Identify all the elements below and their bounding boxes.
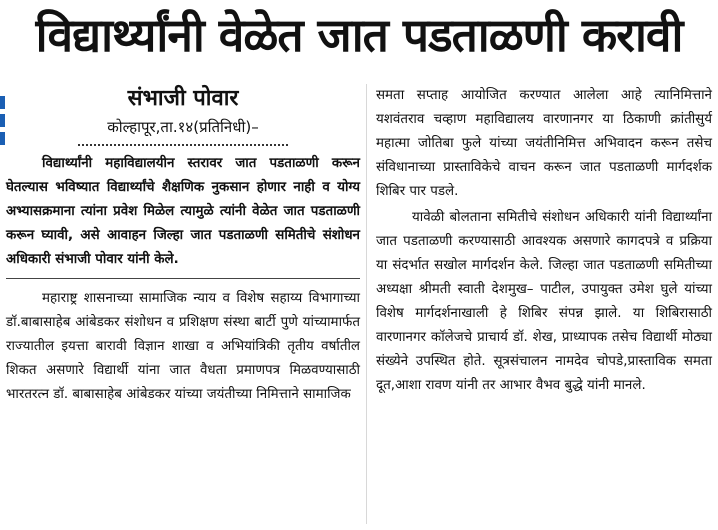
left-column <box>6 84 360 407</box>
headline: विद्यार्थ्यांनी वेळेत जात पडताळणी करावी <box>35 8 683 62</box>
body-paragraph-right-2: यावेळी बोलताना समितीचे संशोधन अधिकारी यांनी विद्यार्थ्यांना जात पडताळणी करण्यासाठी आवश्यक असणारे कागदपत्रे व प्रक्रिया या संदर्भात सखोल मार्गदर्शन केले. जिल्हा जात पडताळणी समितीच्या अध्यक्षा श्रीमती स्वाती देशमुख– पाटील, उपायुक्त उमेश घुले यांच्या विशेष मार्गदर्शनाखाली हे शिबिर संपन्न झाले. या शिबिरासाठी वारणानगर कॉलेजचे प्राचार्य डॉ. शेख, प्राध्यापक तसेच विद्यार्थी मोठ्या संख्येने उपस्थित होते. सूत्रसंचालन नामदेव चोपडे,प्रास्ताविक समता दूत,आशा रावण यांनी तर आभार वैभव बुद्धे यांनी मानले. <box>376 210 712 393</box>
byline: संभाजी पोवार <box>127 86 239 111</box>
body-paragraph-left: महाराष्ट्र शासनाच्या सामाजिक न्याय व विशेष सहाय्य विभागाच्या डॉ.बाबासाहेब आंबेडकर संशोधन व प्रशिक्षण संस्था बार्टी पुणे यांच्यामार्फत राज्यातील इयत्ता बारावी विज्ञान शाखा व अभियांत्रिकी तृतीय वर्षातील शिकत असणारे विद्यार्थी यांना जात वैधता प्रमाणपत्र मिळवण्यासाठी भारतरत्न डॉ. बाबासाहेब आंबेडकर यांच्या जयंतीच्या निमित्ताने सामाजिक <box>6 291 360 402</box>
margin-marker <box>0 96 5 156</box>
column-divider <box>366 84 367 524</box>
lead-rule <box>6 278 360 279</box>
right-column <box>376 84 712 400</box>
dateline: कोल्हापूर,ता.१४(प्रतिनिधी)– <box>107 118 259 136</box>
lead-paragraph: विद्यार्थ्यांनी महाविद्यालयीन स्तरावर जात पडताळणी करून घेतल्यास भविष्यात विद्यार्थ्यांचे शैक्षणिक नुकसान होणार नाही व योग्य अभ्यासक्रमाना त्यांना प्रवेश मिळेल त्यामुळे त्यांनी वेळेत जात पडताळणी करून घ्यावी, असे आवाहन जिल्हा जात पडताळणी समितीचे संशोधन अधिकारी संभाजी पोवार यांनी केले. <box>6 156 360 267</box>
dotted-separator <box>78 140 288 146</box>
body-paragraph-right-1: समता सप्ताह आयोजित करण्यात आलेला आहे त्यानिमित्ताने यशवंतराव चव्हाण महाविद्यालय वारणानगर या ठिकाणी क्रांतीसुर्य महात्मा जोतिबा फुले यांच्या जयंतीनिमित्त अभिवादन करून तसेच संविधानाच्या प्रास्ताविकेचे वाचन करून जात पडताळणी मार्गदर्शक शिबिर पार पडले. <box>376 88 712 199</box>
